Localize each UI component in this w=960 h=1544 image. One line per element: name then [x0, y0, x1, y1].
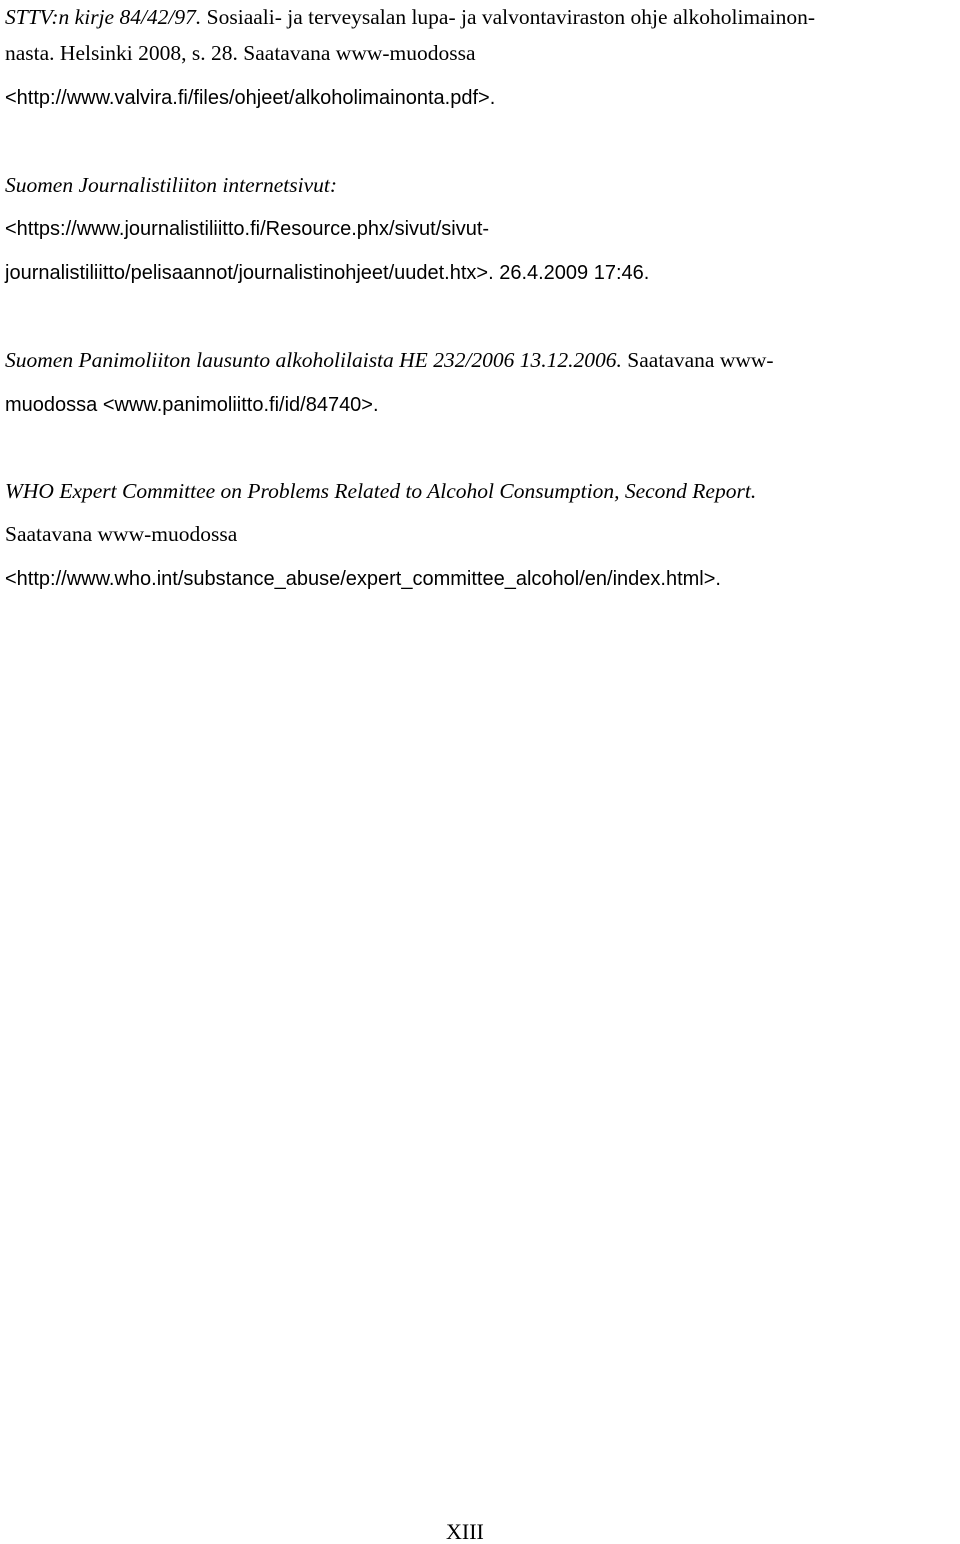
reference-text: Sosiaali- ja terveysalan lupa- ja valvontaviraston ohje alkoholimainon- — [201, 5, 816, 29]
reference-text: Saatavana www- — [621, 348, 774, 372]
reference-text: nasta. Helsinki 2008, s. 28. Saatavana www-muodossa — [5, 41, 476, 65]
reference-url: journalistiliitto/pelisaannot/journalistinohjeet/uudet.htx>. 26.4.2009 17:46. — [5, 262, 650, 284]
reference-line — [5, 394, 379, 416]
reference-url: <http://www.valvira.fi/files/ohjeet/alkoholimainonta.pdf>. — [5, 87, 496, 109]
reference-line — [5, 43, 476, 65]
reference-title: WHO Expert Committee on Problems Related to Alcohol Consumption, Second Report. — [5, 479, 757, 503]
reference-title: Suomen Panimoliiton lausunto alkoholilaista HE 232/2006 13.12.2006. — [5, 348, 622, 372]
reference-line — [5, 218, 489, 240]
page-number: XIII — [446, 1519, 484, 1544]
reference-line — [5, 7, 815, 29]
reference-title: STTV:n kirje 84/42/97. — [5, 5, 202, 29]
reference-line — [5, 87, 495, 109]
reference-text: Saatavana www-muodossa — [5, 522, 238, 546]
reference-url: muodossa <www.panimoliitto.fi/id/84740>. — [5, 394, 379, 416]
reference-url: <http://www.who.int/substance_abuse/expert_committee_alcohol/en/index.html>. — [5, 568, 721, 590]
reference-line — [5, 175, 337, 197]
reference-line — [5, 481, 756, 503]
reference-url: <https://www.journalistiliitto.fi/Resource.phx/sivut/sivut- — [5, 218, 490, 240]
reference-line — [5, 262, 649, 284]
reference-line — [5, 350, 774, 372]
reference-title: Suomen Journalistiliiton internetsivut: — [5, 173, 338, 197]
reference-line — [5, 568, 721, 590]
reference-line — [5, 524, 237, 546]
